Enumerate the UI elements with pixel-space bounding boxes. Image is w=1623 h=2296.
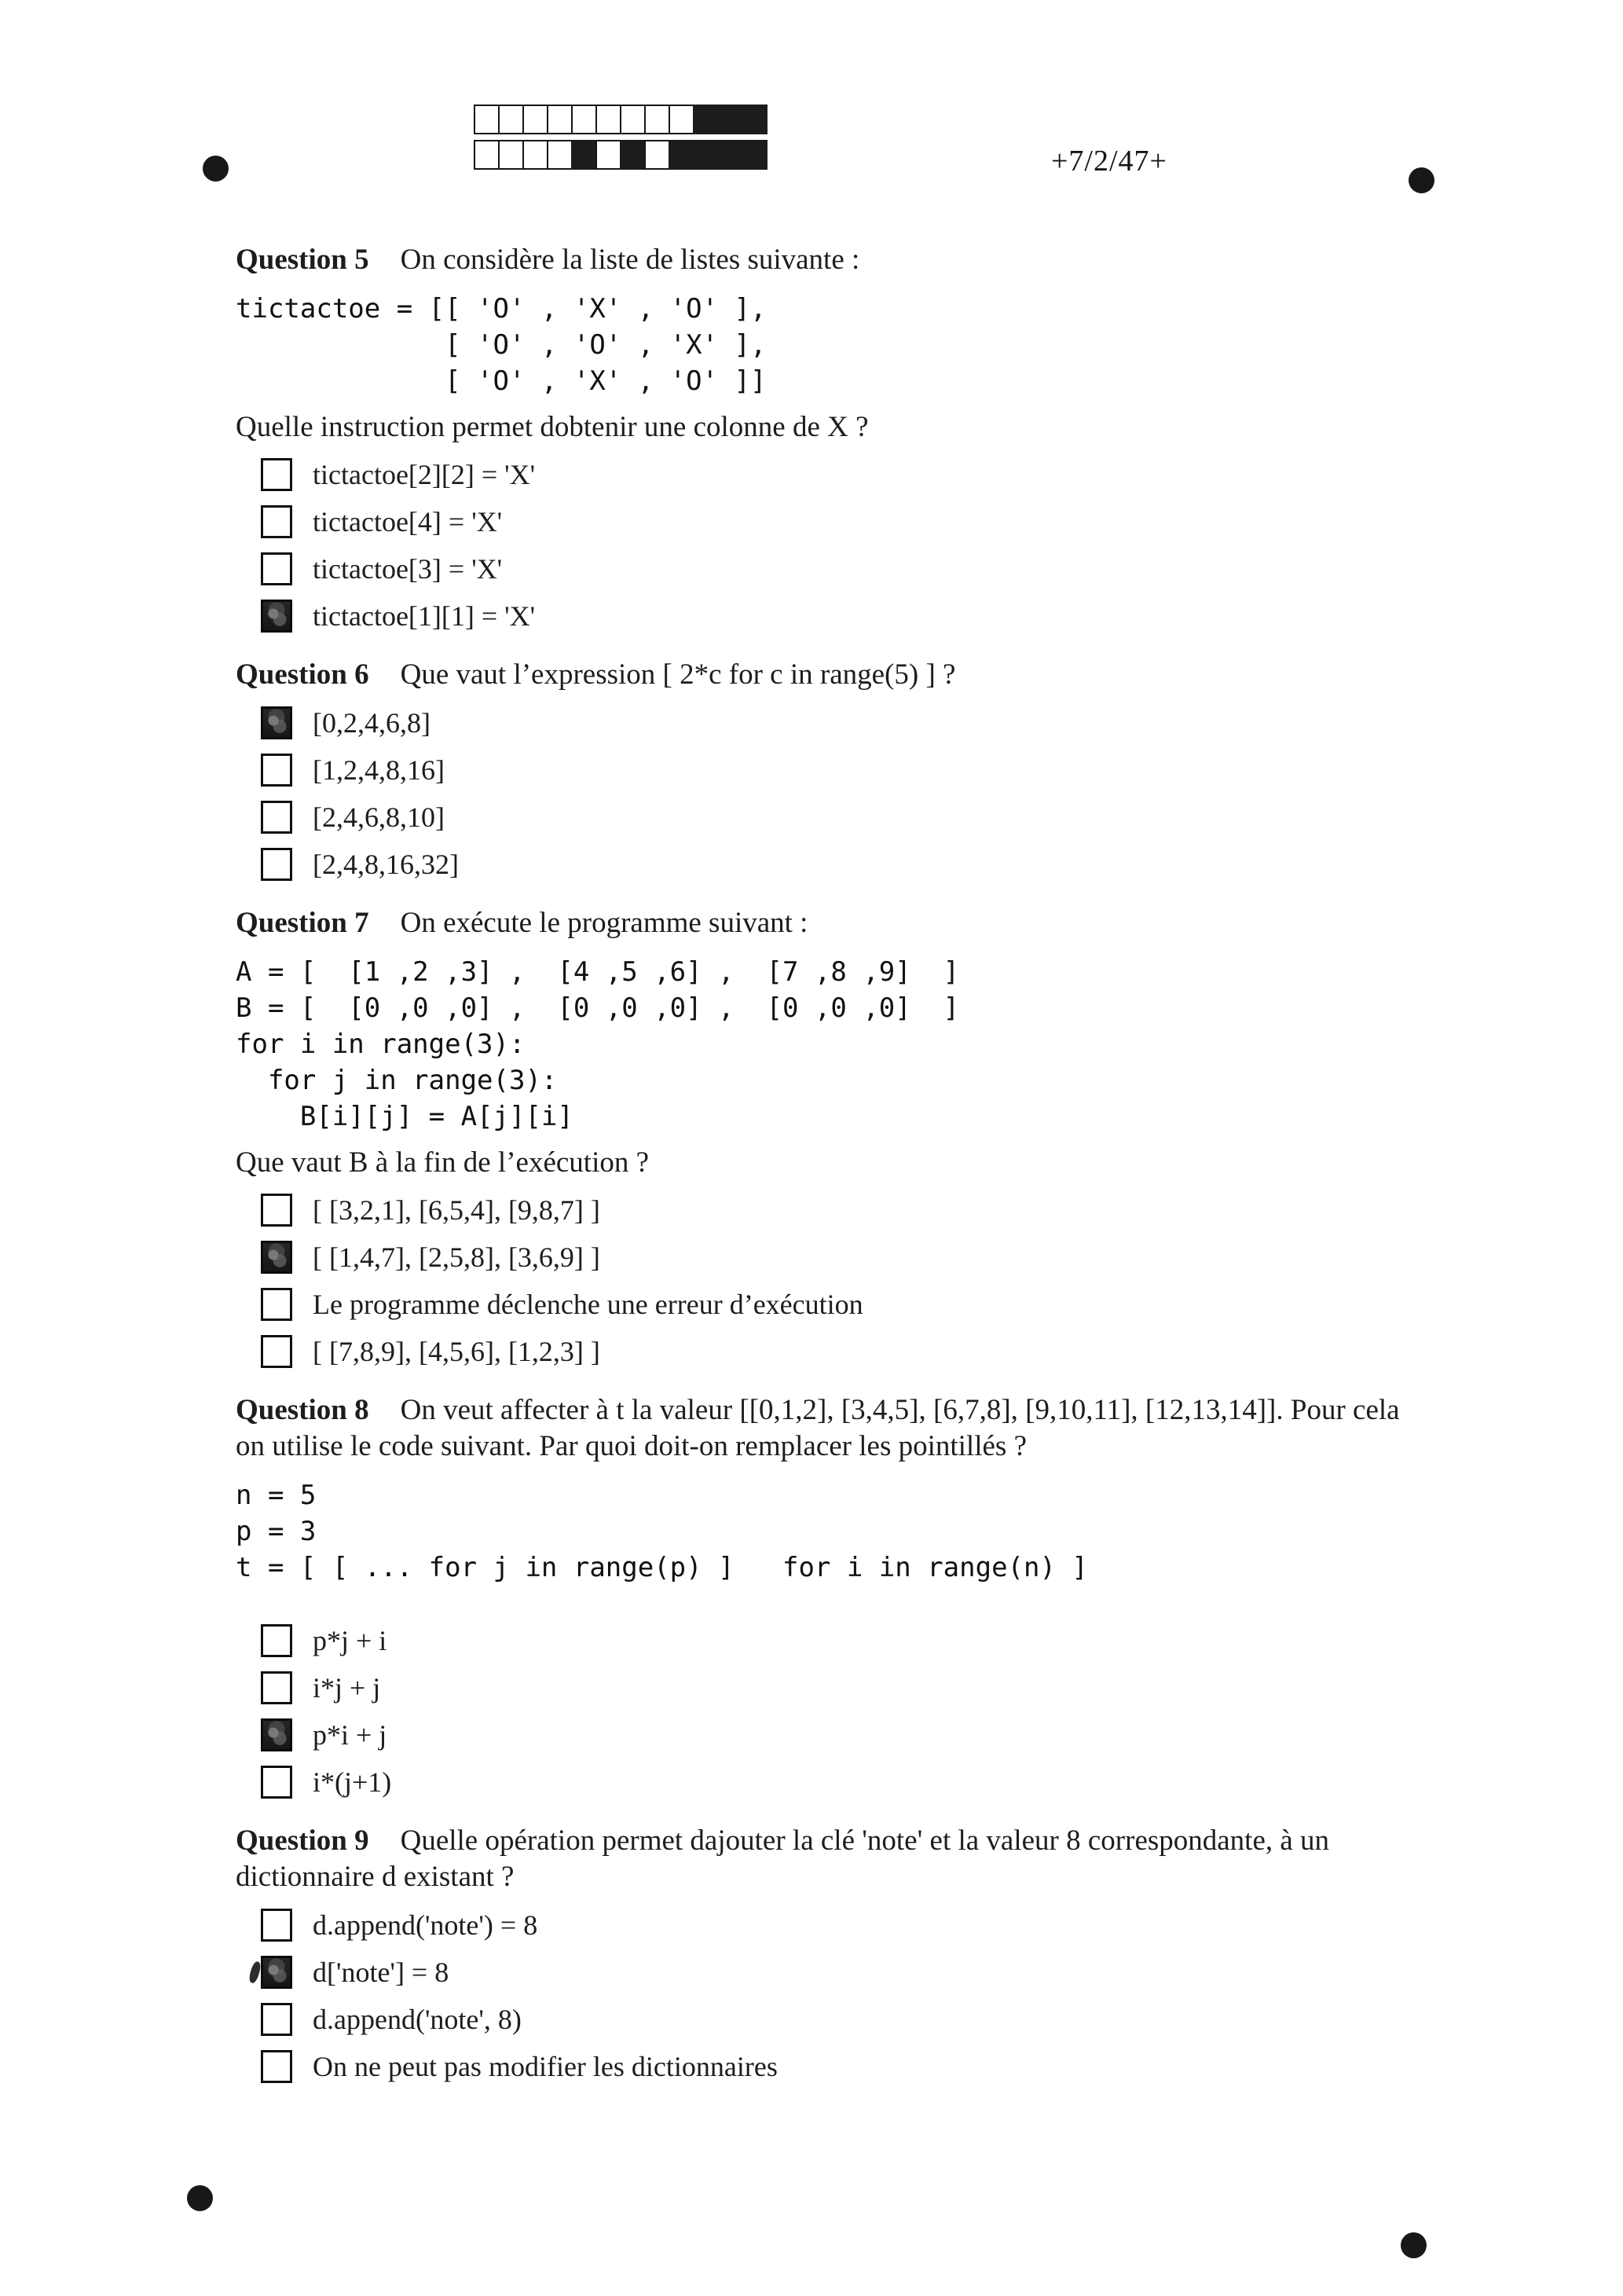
barcode-cell: [620, 105, 646, 134]
barcode-row: [474, 140, 768, 170]
barcode-cell: [571, 140, 597, 170]
barcode-cell: [571, 105, 597, 134]
option-label: tictactoe[4] = 'X': [313, 506, 503, 537]
answer-option: [261, 1240, 1422, 1275]
answer-option: [261, 706, 1422, 740]
answer-option: [261, 753, 1422, 787]
code-line: [ 'O' , 'X' , 'O' ]]: [236, 365, 767, 397]
barcode-cell: [522, 140, 548, 170]
option-label: On ne peut pas modifier les dictionnaires: [313, 2051, 778, 2082]
barcode-cell: [742, 140, 768, 170]
code-line: p = 3: [236, 1516, 317, 1547]
question-heading: [236, 1823, 1422, 1895]
option-label: i*(j+1): [313, 1766, 392, 1798]
corner-marker-bottom-right: [1401, 2232, 1427, 2258]
barcode-cell: [620, 140, 646, 170]
barcode-cell: [547, 140, 573, 170]
option-label: [1,2,4,8,16]: [313, 754, 445, 786]
corner-marker-bottom-left: [187, 2185, 213, 2211]
answer-option: [261, 1765, 1422, 1799]
question-heading: [236, 242, 1422, 278]
answer-checkbox-checked[interactable]: [261, 1241, 292, 1274]
option-label: tictactoe[2][2] = 'X': [313, 459, 536, 490]
barcode-row: [474, 105, 768, 134]
barcode-cell: [644, 140, 670, 170]
code-line: for j in range(3):: [236, 1065, 558, 1096]
barcode-cell: [547, 105, 573, 134]
answer-checkbox[interactable]: [261, 2003, 292, 2036]
code-line: for i in range(3):: [236, 1029, 526, 1060]
answer-option: [261, 552, 1422, 586]
option-label: d.append('note', 8): [313, 2004, 522, 2035]
code-line: n = 5: [236, 1480, 317, 1511]
option-label: [ [3,2,1], [6,5,4], [9,8,7] ]: [313, 1194, 600, 1226]
question-heading: [236, 1392, 1422, 1465]
answer-checkbox-checked[interactable]: [261, 706, 292, 739]
option-label: p*i + j: [313, 1719, 387, 1751]
answer-options: [261, 1623, 1422, 1799]
answer-checkbox[interactable]: [261, 458, 292, 491]
answer-checkbox-checked[interactable]: [261, 1718, 292, 1751]
answer-checkbox[interactable]: [261, 1624, 292, 1657]
option-label: p*j + i: [313, 1625, 387, 1656]
option-label: [ [7,8,9], [4,5,6], [1,2,3] ]: [313, 1336, 600, 1367]
answer-checkbox[interactable]: [261, 801, 292, 834]
answer-checkbox[interactable]: [261, 848, 292, 881]
barcode-cell: [717, 105, 743, 134]
code-line: t = [ [ ... for j in range(p) ] for i in range(n) ]: [236, 1552, 1088, 1583]
question-intro: Que vaut l’expression [ 2*c for c in range(5) ] ?: [400, 658, 956, 691]
barcode-cell: [693, 105, 719, 134]
question-intro: On exécute le programme suivant :: [400, 907, 808, 939]
questions-container: [236, 242, 1422, 2107]
barcode-cell: [498, 140, 524, 170]
answer-option: [261, 1955, 1422, 1990]
option-label: tictactoe[1][1] = 'X': [313, 600, 536, 632]
barcode-cell: [693, 140, 719, 170]
option-label: [0,2,4,6,8]: [313, 707, 430, 739]
barcode-cell: [669, 140, 694, 170]
option-label: [ [1,4,7], [2,5,8], [3,6,9] ]: [313, 1242, 600, 1273]
question-prompt: Quelle instruction permet dobtenir une colonne de X ?: [236, 411, 869, 443]
barcode-cell: [669, 105, 694, 134]
barcode-cell: [474, 105, 500, 134]
barcode-cell: [498, 105, 524, 134]
answer-option: [261, 847, 1422, 882]
question-code-block: [236, 954, 1422, 1135]
alignment-barcode: [474, 105, 768, 175]
code-line: B = [ [0 ,0 ,0] , [0 ,0 ,0] , [0 ,0 ,0] ]: [236, 992, 960, 1024]
code-line: tictactoe = [[ 'O' , 'X' , 'O' ],: [236, 293, 767, 325]
answer-options: [261, 706, 1422, 882]
answer-options: [261, 1908, 1422, 2084]
answer-checkbox[interactable]: [261, 1671, 292, 1704]
answer-checkbox[interactable]: [261, 754, 292, 787]
question-block: [236, 657, 1422, 882]
question-code-block: [236, 291, 1422, 399]
option-label: tictactoe[3] = 'X': [313, 553, 503, 585]
answer-checkbox[interactable]: [261, 2050, 292, 2083]
barcode-cell: [742, 105, 768, 134]
option-label: Le programme déclenche une erreur d’exécution: [313, 1289, 863, 1320]
barcode-cell: [522, 105, 548, 134]
answer-checkbox[interactable]: [261, 552, 292, 585]
answer-option: [261, 504, 1422, 539]
answer-option: [261, 1287, 1422, 1322]
barcode-cell: [595, 140, 621, 170]
answer-option: [261, 1671, 1422, 1705]
question-heading: [236, 657, 1422, 693]
question-number: Question 5: [236, 244, 369, 276]
answer-checkbox[interactable]: [261, 1335, 292, 1368]
answer-options: [261, 457, 1422, 633]
code-line: A = [ [1 ,2 ,3] , [4 ,5 ,6] , [7 ,8 ,9] ]: [236, 956, 960, 988]
answer-option: [261, 1908, 1422, 1942]
answer-option: [261, 599, 1422, 633]
question-number: Question 9: [236, 1825, 369, 1857]
corner-marker-top-left: [203, 156, 229, 182]
question-intro: On considère la liste de listes suivante :: [400, 244, 860, 276]
answer-option: [261, 1193, 1422, 1227]
answer-option: [261, 1718, 1422, 1752]
question-prompt: Que vaut B à la fin de l’exécution ?: [236, 1146, 650, 1179]
question-intro: On veut affecter à t la valeur [[0,1,2], [3,4,5], [6,7,8], [9,10,11], [12,13,14]]. Pour cela on utilise le code suivant. Par quoi doit-on remplacer les pointillés ?: [236, 1394, 1400, 1462]
barcode-cell: [717, 140, 743, 170]
page-id-label: +7/2/47+: [1051, 145, 1167, 178]
answer-checkbox[interactable]: [261, 1194, 292, 1227]
option-label: d.append('note') = 8: [313, 1909, 538, 1941]
option-label: d['note'] = 8: [313, 1957, 449, 1988]
question-number: Question 8: [236, 1394, 369, 1426]
code-line: [ 'O' , 'O' , 'X' ],: [236, 329, 767, 361]
question-code-block: [236, 1477, 1422, 1586]
corner-marker-top-right: [1409, 167, 1434, 193]
answer-option: [261, 1623, 1422, 1658]
option-label: [2,4,6,8,10]: [313, 801, 445, 833]
answer-option: [261, 1334, 1422, 1369]
question-number: Question 6: [236, 658, 369, 691]
answer-checkbox[interactable]: [261, 505, 292, 538]
option-label: [2,4,8,16,32]: [313, 849, 459, 880]
answer-option: [261, 2049, 1422, 2084]
question-block: [236, 242, 1422, 633]
answer-options: [261, 1193, 1422, 1369]
answer-checkbox-checked[interactable]: [261, 600, 292, 633]
question-intro: Quelle opération permet dajouter la clé 'note' et la valeur 8 correspondante, à un dictionnaire d existant ?: [236, 1825, 1330, 1893]
question-heading: [236, 905, 1422, 941]
barcode-cell: [595, 105, 621, 134]
option-label: i*j + j: [313, 1672, 381, 1704]
answer-option: [261, 800, 1422, 834]
question-block: [236, 1823, 1422, 2084]
question-block: [236, 905, 1422, 1369]
answer-checkbox[interactable]: [261, 1766, 292, 1799]
answer-checkbox[interactable]: [261, 1288, 292, 1321]
answer-option: [261, 457, 1422, 492]
barcode-cell: [644, 105, 670, 134]
question-block: [236, 1392, 1422, 1799]
question-number: Question 7: [236, 907, 369, 939]
answer-option: [261, 2002, 1422, 2037]
barcode-cell: [474, 140, 500, 170]
answer-checkbox-checked[interactable]: [261, 1956, 292, 1989]
answer-checkbox[interactable]: [261, 1909, 292, 1942]
code-line: B[i][j] = A[j][i]: [236, 1101, 573, 1132]
